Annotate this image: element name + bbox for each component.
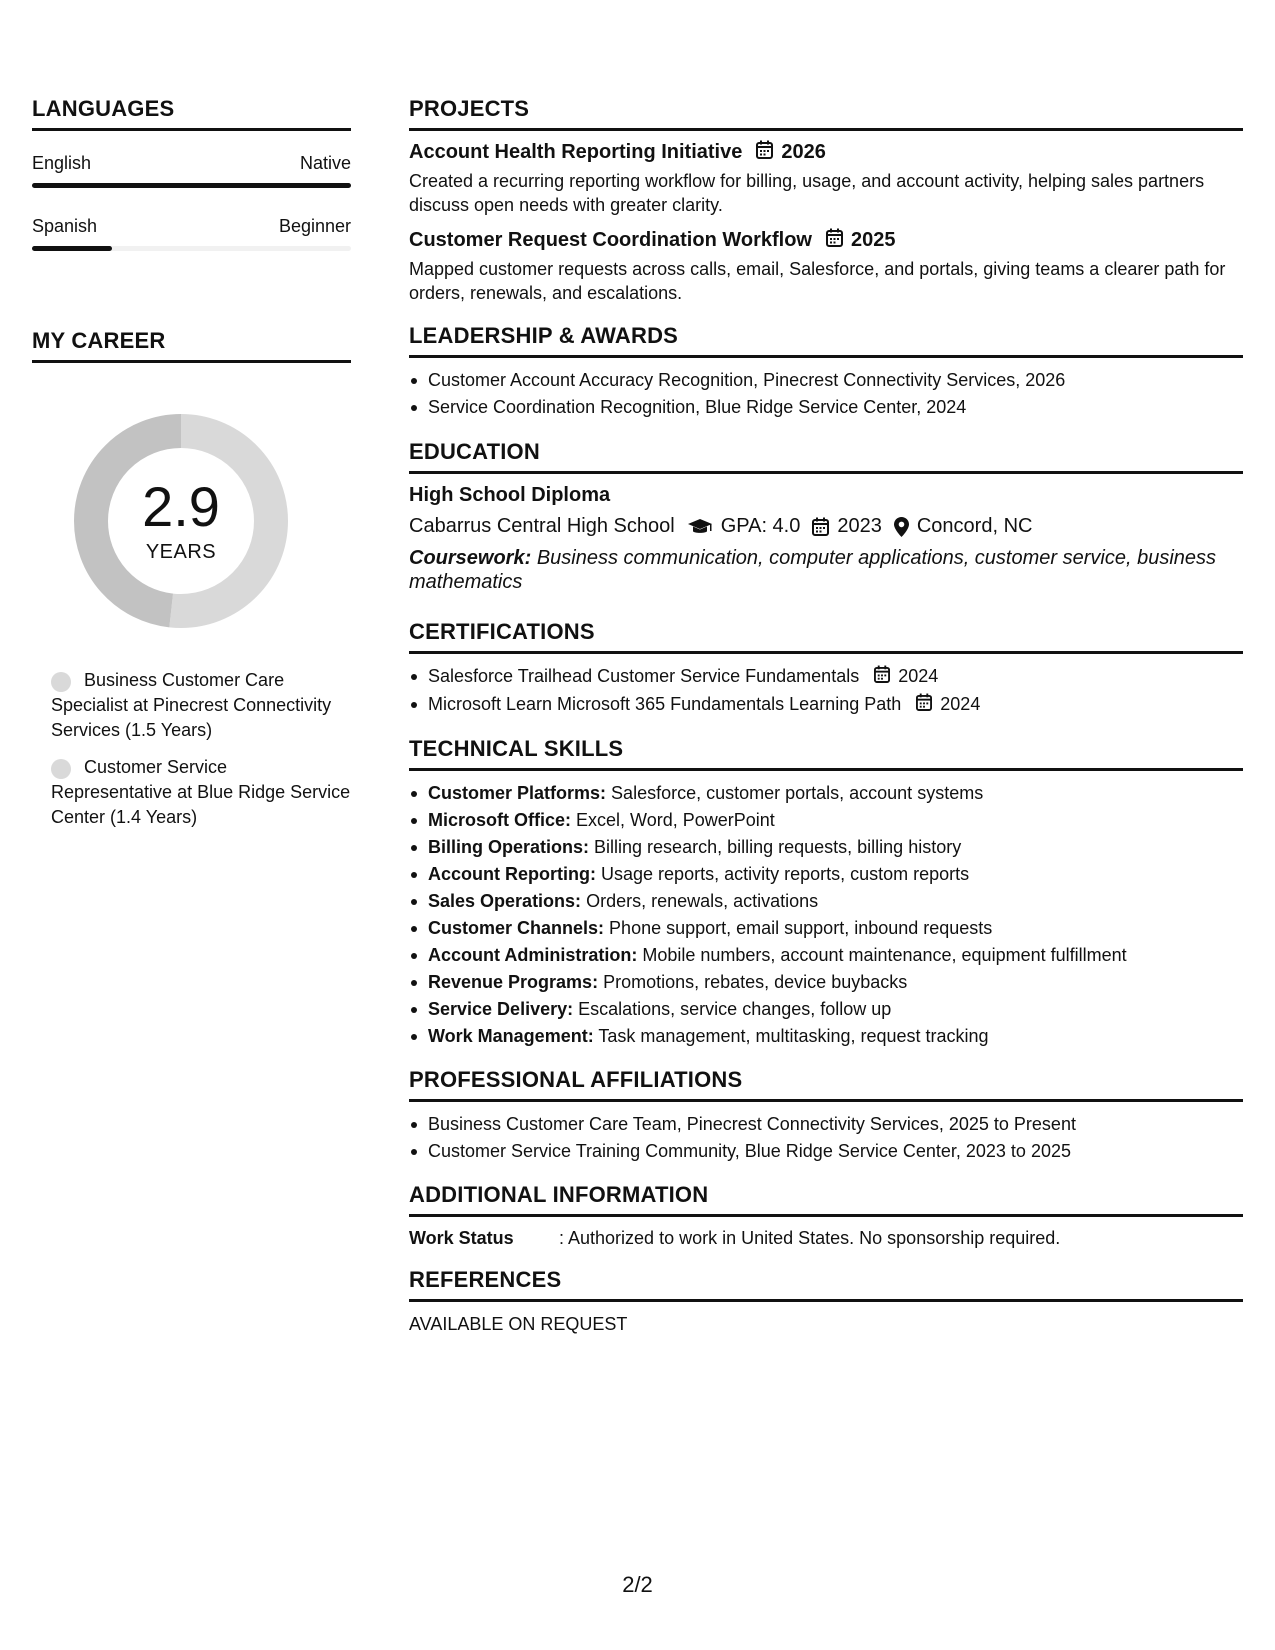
leadership-section bbox=[409, 323, 1243, 421]
skill-label: Customer Channels: bbox=[428, 917, 605, 938]
skill-value: Salesforce, customer portals, account systems bbox=[611, 782, 984, 803]
language-name: English bbox=[32, 153, 92, 173]
career-title: MY CAREER bbox=[32, 328, 351, 363]
list-item bbox=[409, 780, 1243, 807]
project-heading bbox=[409, 228, 1243, 253]
skill-value: Excel, Word, PowerPoint bbox=[576, 809, 775, 830]
skill-label: Billing Operations: bbox=[428, 836, 590, 857]
skill-label: Service Delivery: bbox=[428, 998, 574, 1019]
calendar-icon bbox=[812, 517, 829, 536]
legend-dot-icon bbox=[51, 759, 71, 779]
list-item: Service Coordination Recognition, Blue Ridge Service Center, 2024 bbox=[409, 394, 1243, 421]
skill-label: Customer Platforms: bbox=[428, 782, 607, 803]
list-item bbox=[409, 888, 1243, 915]
coursework-text: Business communication, computer applications, customer service, business mathematics bbox=[409, 547, 1217, 593]
education-gpa: GPA: 4.0 bbox=[720, 515, 801, 537]
skill-value: Orders, renewals, activations bbox=[586, 890, 819, 911]
certifications-title: CERTIFICATIONS bbox=[409, 619, 1243, 654]
skill-label: Account Administration: bbox=[428, 944, 638, 965]
career-legend-item bbox=[51, 668, 351, 743]
list-item bbox=[409, 834, 1243, 861]
skill-value: Task management, multitasking, request tracking bbox=[598, 1025, 989, 1046]
languages-title: LANGUAGES bbox=[32, 96, 351, 131]
skills-title: TECHNICAL SKILLS bbox=[409, 736, 1243, 771]
leadership-title: LEADERSHIP & AWARDS bbox=[409, 323, 1243, 358]
list-item bbox=[409, 691, 1243, 719]
list-item bbox=[409, 915, 1243, 942]
certifications-section bbox=[409, 619, 1243, 719]
career-donut-chart bbox=[66, 406, 296, 636]
language-name: Spanish bbox=[32, 216, 98, 236]
map-pin-icon bbox=[894, 517, 909, 537]
work-status-value: : Authorized to work in United States. No sponsorship required. bbox=[559, 1227, 1061, 1248]
list-item bbox=[409, 663, 1243, 691]
skills-section bbox=[409, 736, 1243, 1050]
calendar-icon bbox=[874, 664, 890, 691]
skill-label: Work Management: bbox=[428, 1025, 594, 1046]
skill-label: Microsoft Office: bbox=[428, 809, 572, 830]
language-level: Native bbox=[299, 153, 351, 173]
education-title: EDUCATION bbox=[409, 439, 1243, 474]
work-status-row bbox=[409, 1228, 1243, 1249]
additional-section bbox=[409, 1182, 1243, 1249]
language-level: Beginner bbox=[278, 216, 351, 236]
language-item bbox=[32, 216, 351, 251]
certification-year: 2024 bbox=[898, 666, 939, 686]
skill-label: Revenue Programs: bbox=[428, 971, 599, 992]
list-item: Customer Account Accuracy Recognition, Pinecrest Connectivity Services, 2026 bbox=[409, 367, 1243, 394]
education-school: Cabarrus Central High School bbox=[409, 515, 675, 537]
work-status-label: Work Status bbox=[409, 1227, 514, 1248]
skill-value: Usage reports, activity reports, custom reports bbox=[601, 863, 970, 884]
graduation-cap-icon bbox=[687, 518, 713, 536]
affiliations-title: PROFESSIONAL AFFILIATIONS bbox=[409, 1067, 1243, 1102]
list-item bbox=[409, 861, 1243, 888]
calendar-icon bbox=[826, 228, 843, 253]
language-item bbox=[32, 153, 351, 188]
legend-dot-icon bbox=[51, 672, 71, 692]
projects-title: PROJECTS bbox=[409, 96, 1243, 131]
project-year: 2026 bbox=[781, 141, 826, 163]
certification-name: Microsoft Learn Microsoft 365 Fundamentals Learning Path bbox=[428, 693, 902, 714]
project-description: Mapped customer requests across calls, email, Salesforce, and portals, giving teams a clearer path for orders, renewals, and escalations. bbox=[409, 259, 1226, 303]
project-year: 2025 bbox=[850, 229, 896, 251]
list-item bbox=[409, 942, 1243, 969]
additional-title: ADDITIONAL INFORMATION bbox=[409, 1182, 1243, 1217]
list-item: Customer Service Training Community, Blue Ridge Service Center, 2023 to 2025 bbox=[409, 1138, 1243, 1165]
language-proficiency-bar bbox=[32, 183, 351, 188]
career-legend-label: Customer Service Representative at Blue Ridge Service Center (1.4 Years) bbox=[51, 757, 351, 827]
calendar-icon bbox=[756, 140, 773, 165]
list-item bbox=[409, 1023, 1243, 1050]
skill-value: Billing research, billing requests, billing history bbox=[594, 836, 962, 857]
list-item bbox=[409, 807, 1243, 834]
career-years-unit: YEARS bbox=[145, 540, 217, 563]
projects-section bbox=[409, 96, 1243, 305]
references-section bbox=[409, 1267, 1243, 1335]
list-item bbox=[409, 996, 1243, 1023]
references-title: REFERENCES bbox=[409, 1267, 1243, 1302]
calendar-icon bbox=[916, 692, 932, 719]
skill-label: Account Reporting: bbox=[428, 863, 596, 884]
skill-label: Sales Operations: bbox=[428, 890, 582, 911]
career-legend-item bbox=[51, 755, 351, 830]
career-legend bbox=[32, 668, 351, 830]
skill-value: Promotions, rebates, device buybacks bbox=[603, 971, 908, 992]
skill-value: Escalations, service changes, follow up bbox=[578, 998, 892, 1019]
certification-name: Salesforce Trailhead Customer Service Fundamentals bbox=[428, 666, 860, 686]
coursework-label: Coursework: bbox=[409, 547, 532, 569]
project-description: Created a recurring reporting workflow for billing, usage, and account activity, helping sales partners discuss open needs with greater clarity. bbox=[409, 171, 1205, 215]
list-item: Business Customer Care Team, Pinecrest Connectivity Services, 2025 to Present bbox=[409, 1111, 1243, 1138]
page-number: 2/2 bbox=[622, 1572, 653, 1597]
list-item bbox=[409, 969, 1243, 996]
project-name: Customer Request Coordination Workflow bbox=[409, 229, 812, 251]
skill-value: Phone support, email support, inbound requests bbox=[609, 917, 993, 938]
education-coursework bbox=[409, 546, 1243, 594]
right-column bbox=[409, 96, 1243, 1335]
language-proficiency-bar bbox=[32, 246, 351, 251]
education-section bbox=[409, 439, 1243, 594]
language-proficiency-fill bbox=[32, 183, 351, 188]
education-location: Concord, NC bbox=[916, 515, 1033, 537]
references-text: AVAILABLE ON REQUEST bbox=[409, 1313, 628, 1334]
certification-year: 2024 bbox=[940, 693, 981, 714]
skill-value: Mobile numbers, account maintenance, equipment fulfillment bbox=[642, 944, 1127, 965]
career-total-years: 2.9 bbox=[142, 474, 220, 538]
education-details bbox=[409, 515, 1243, 538]
project-heading bbox=[409, 140, 1243, 165]
education-degree: High School Diploma bbox=[409, 484, 611, 506]
language-proficiency-fill bbox=[32, 246, 112, 251]
affiliations-section bbox=[409, 1067, 1243, 1165]
education-year: 2023 bbox=[837, 515, 882, 537]
career-legend-label: Business Customer Care Specialist at Pinecrest Connectivity Services (1.5 Years) bbox=[51, 670, 332, 740]
project-name: Account Health Reporting Initiative bbox=[409, 141, 743, 163]
left-column bbox=[32, 96, 351, 842]
